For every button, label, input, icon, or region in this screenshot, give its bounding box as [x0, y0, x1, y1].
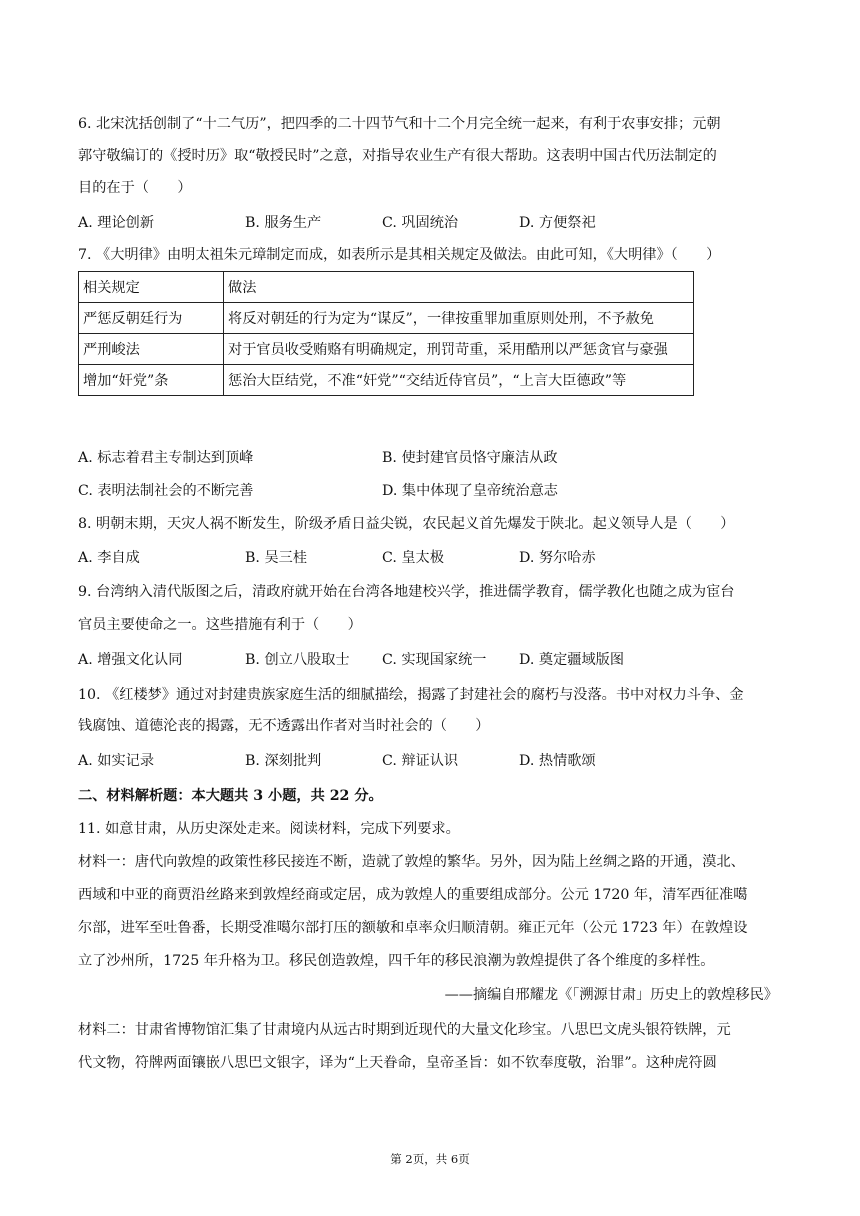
q6-option-b[interactable]: B. 服务生产 [245, 215, 322, 231]
q6-line-3: 目的在于（ ） [78, 180, 192, 196]
q6-line-1: 6. 北宋沈括创制了“十二气历”，把四季的二十四节气和十二个月完全统一起来，有利于农事安排；元朝 [78, 116, 721, 132]
table-row [79, 334, 694, 365]
q9-option-b[interactable]: B. 创立八股取士 [245, 652, 350, 668]
q6-option-c[interactable]: C. 巩固统治 [382, 215, 459, 231]
q10-line-2: 钱腐蚀、道德沦丧的揭露，无不透露出作者对当时社会的（ ） [78, 718, 490, 734]
q6-option-d[interactable]: D. 方便祭祀 [519, 215, 596, 231]
q7-option-d[interactable]: D. 集中体现了皇帝统治意志 [382, 483, 558, 499]
q11-material-1-source: ——摘编自邢耀龙《「溯源甘肃」历史上的敦煌移民》 [444, 987, 778, 1003]
q11-material-1-line-4: 立了沙州所，1725 年升格为卫。移民创造敦煌，四千年的移民浪潮为敦煌提供了各个维度的多样性。 [78, 953, 715, 969]
table-cell: 增加“奸党”条 [79, 365, 224, 396]
table-cell: 惩治大臣结党，不准“奸党”“交结近侍官员”，“上言大臣德政”等 [224, 365, 694, 396]
q11-material-2-line-2: 代文物，符牌两面镶嵌八思巴文银字，译为“上天眷命，皇帝圣旨：如不钦奉度敬，治罪”。这种虎符圆 [78, 1055, 717, 1071]
q7-table [78, 271, 694, 396]
table-row [79, 303, 694, 334]
table-cell: 对于官员收受贿赂有明确规定，刑罚苛重，采用酷刑以严惩贪官与豪强 [224, 334, 694, 365]
q8-stem: 8. 明朝末期，天灾人祸不断发生，阶级矛盾日益尖锐，农民起义首先爆发于陕北。起义领导人是（ ） [78, 516, 735, 532]
q10-option-b[interactable]: B. 深刻批判 [245, 753, 322, 769]
table-header-row [79, 272, 694, 303]
q9-option-c[interactable]: C. 实现国家统一 [382, 652, 487, 668]
q7-option-a[interactable]: A. 标志着君主专制达到顶峰 [78, 450, 254, 466]
q11-material-1-line-2: 西域和中亚的商贾沿丝路来到敦煌经商或定居，成为敦煌人的重要组成部分。公元 1720 年，清军西征准噶 [78, 887, 748, 903]
q11-material-2-line-1: 材料二：甘肃省博物馆汇集了甘肃境内从远古时期到近现代的大量文化珍宝。八思巴文虎头银符铁牌，元 [78, 1022, 731, 1038]
q7-option-c[interactable]: C. 表明法制社会的不断完善 [78, 483, 254, 499]
q6-option-a[interactable]: A. 理论创新 [78, 215, 155, 231]
q9-option-d[interactable]: D. 奠定疆域版图 [519, 652, 625, 668]
table-header-cell: 相关规定 [79, 272, 224, 303]
q10-option-c[interactable]: C. 辩证认识 [382, 753, 459, 769]
section-heading: 二、材料解析题：本大题共 3 小题，共 22 分。 [78, 788, 383, 804]
q11-material-1-line-3: 尔部，进军至吐鲁番，长期受准噶尔部打压的额敏和卓率众归顺清朝。雍正元年（公元 1723 年）在敦煌设 [78, 920, 748, 936]
q7-option-b[interactable]: B. 使封建官员恪守廉洁从政 [382, 450, 558, 466]
q9-line-2: 官员主要使命之一。这些措施有利于（ ） [78, 617, 362, 633]
q11-stem: 11. 如意甘肃，从历史深处走来。阅读材料，完成下列要求。 [78, 821, 460, 837]
q8-option-b[interactable]: B. 吴三桂 [245, 550, 308, 566]
table-cell: 严惩反朝廷行为 [79, 303, 224, 334]
q9-line-1: 9. 台湾纳入清代版图之后，清政府就开始在台湾各地建校兴学，推进儒学教育，儒学教化也随之成为宦台 [78, 584, 735, 600]
q6-line-2: 郭守敬编订的《授时历》取“敬授民时”之意，对指导农业生产有很大帮助。这表明中国古代历法制定的 [78, 148, 717, 164]
page-number: 第 2页，共 6页 [390, 1152, 470, 1166]
q10-option-d[interactable]: D. 热情歌颂 [519, 753, 596, 769]
q8-option-d[interactable]: D. 努尔哈赤 [519, 550, 596, 566]
q10-line-1: 10. 《红楼梦》通过对封建贵族家庭生活的细腻描绘，揭露了封建社会的腐朽与没落。书中对权力斗争、金 [78, 687, 744, 703]
q8-option-a[interactable]: A. 李自成 [78, 550, 140, 566]
table-cell: 将反对朝廷的行为定为“谋反”，一律按重罪加重原则处刑，不予赦免 [224, 303, 694, 334]
q11-material-1-line-1: 材料一：唐代向敦煌的政策性移民接连不断，造就了敦煌的繁华。另外，因为陆上丝绸之路的开通，漠北、 [78, 854, 745, 870]
q7-stem: 7. 《大明律》由明太祖朱元璋制定而成，如表所示是其相关规定及做法。由此可知，《大明律》（ ） [78, 247, 721, 263]
q8-option-c[interactable]: C. 皇太极 [382, 550, 444, 566]
q10-option-a[interactable]: A. 如实记录 [78, 753, 155, 769]
q9-option-a[interactable]: A. 增强文化认同 [78, 652, 183, 668]
table-cell: 严刑峻法 [79, 334, 224, 365]
table-row [79, 365, 694, 396]
table-header-cell: 做法 [224, 272, 694, 303]
